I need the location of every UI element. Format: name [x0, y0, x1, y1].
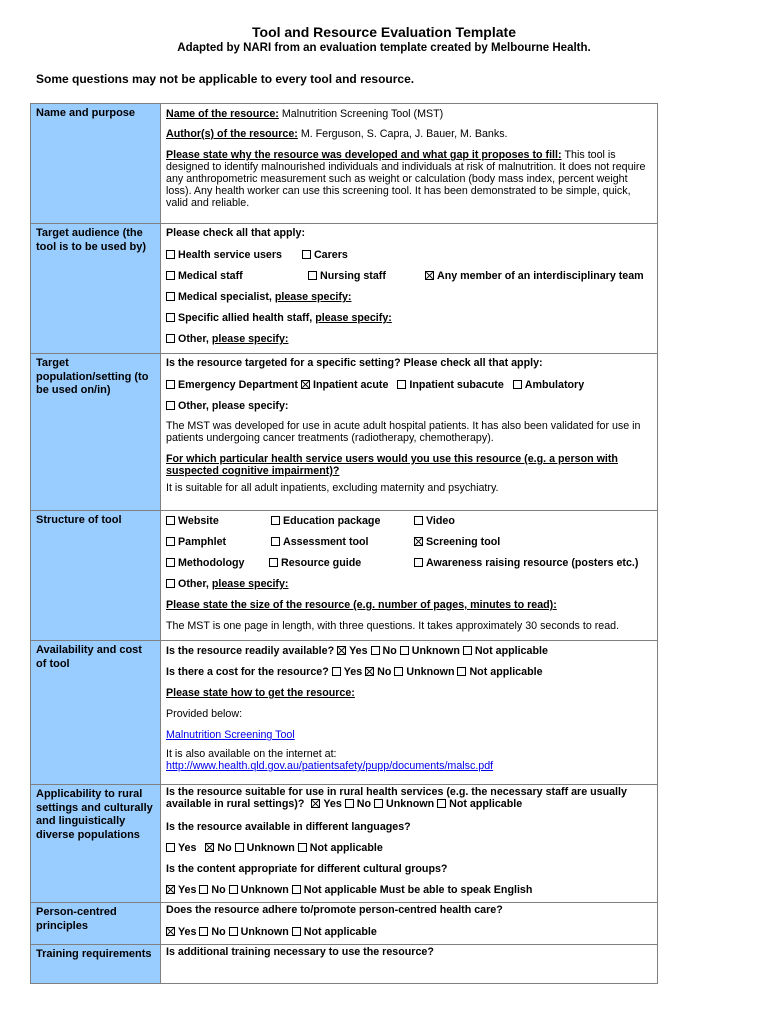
checkbox-awareness[interactable] [414, 558, 423, 567]
purpose-question: Please state why the resource was developed and what gap it proposes to fill: [166, 149, 562, 161]
opt-other-structure: Other, [178, 578, 212, 590]
content-rural [161, 785, 658, 903]
checkbox-allied-health[interactable] [166, 313, 175, 322]
resource-name-question: Name of the resource: [166, 108, 279, 120]
checkbox-assessment[interactable] [271, 537, 280, 546]
available-yes: Yes [349, 645, 368, 657]
label-target-audience: Target audience (the tool is to be used by) [31, 224, 161, 354]
specify-allied-health: please specify: [315, 312, 392, 324]
size-question: Please state the size of the resource (e.g. number of pages, minutes to read): [166, 599, 557, 611]
languages-no: No [217, 842, 232, 854]
pc-na: Not applicable [303, 926, 377, 938]
cost-na: Not applicable [469, 666, 543, 678]
content-person-centred [161, 903, 658, 945]
content-availability [161, 641, 658, 785]
pc-yes: Yes [178, 926, 197, 938]
cultural-no: No [211, 884, 226, 896]
opt-carers: Carers [313, 249, 348, 261]
label-name-purpose: Name and purpose [31, 104, 161, 224]
row-rural [31, 785, 658, 903]
pc-no: No [211, 926, 226, 938]
content-structure [161, 511, 658, 641]
cultural-comment: Must be able to speak English [379, 884, 533, 896]
languages-unknown: Unknown [246, 842, 295, 854]
rural-question-line1: Is the resource suitable for use in rural health services (e.g. the necessary staff are usually [166, 786, 627, 798]
rural-question-line2: available in rural settings)? [166, 798, 305, 810]
checkbox-languages-no[interactable] [205, 843, 214, 852]
checkbox-languages-unknown[interactable] [235, 843, 244, 852]
cultural-na: Not applicable [303, 884, 377, 896]
checkbox-other-setting[interactable] [166, 401, 175, 410]
specify-other-structure: please specify: [211, 578, 289, 590]
content-name-purpose [161, 104, 658, 224]
opt-education: Education package [283, 515, 381, 527]
checkbox-video[interactable] [414, 516, 423, 525]
checkbox-pc-no[interactable] [199, 927, 208, 936]
document-title: Tool and Resource Evaluation Template [252, 24, 516, 40]
checkbox-available-na[interactable] [463, 646, 472, 655]
languages-yes: Yes [178, 842, 197, 854]
checkbox-languages-na[interactable] [298, 843, 307, 852]
opt-assessment: Assessment tool [283, 536, 369, 548]
checkbox-website[interactable] [166, 516, 175, 525]
row-structure [31, 511, 658, 641]
purpose-answer: This tool is designed to identify malnourished individuals and individuals at risk of malnutrition. It does not require any anthropometric measurement such as weight or calculation (body mass index, percent weight loss). Any health worker can use this screening tool. It has been demonstrated to be simple, quick, valid and reliable. [166, 149, 646, 209]
opt-allied-health: Specific allied health staff, [178, 312, 316, 324]
checkbox-other-audience[interactable] [166, 334, 175, 343]
checkbox-emergency[interactable] [166, 380, 175, 389]
checkbox-pamphlet[interactable] [166, 537, 175, 546]
rural-no: No [356, 798, 372, 810]
opt-inpatient-subacute: Inpatient subacute [409, 379, 504, 391]
population-description: The MST was developed for use in acute adult hospital patients. It has also been validated for use in patients undergoing cancer treatments (radiotherapy, chemotherapy). [166, 420, 641, 444]
row-target-population [31, 354, 658, 511]
opt-medical-specialist: Medical specialist, [178, 291, 275, 303]
users-question: For which particular health service users would you use this resource (e.g. a person with suspected cognitive impairment)? [166, 453, 618, 477]
opt-video: Video [426, 515, 455, 527]
provided-below: Provided below: [166, 708, 243, 720]
checkbox-nursing-staff[interactable] [308, 271, 317, 280]
checkbox-rural-yes[interactable] [311, 799, 320, 808]
checkbox-cultural-no[interactable] [199, 885, 208, 894]
label-person-centred: Person-centred principles [31, 903, 161, 945]
opt-inpatient-acute: Inpatient acute [312, 379, 389, 391]
checkbox-available-yes[interactable] [337, 646, 346, 655]
users-answer: It is suitable for all adult inpatients, excluding maternity and psychiatry. [166, 482, 499, 494]
checkbox-languages-yes[interactable] [166, 843, 175, 852]
languages-na: Not applicable [309, 842, 383, 854]
checkbox-pc-na[interactable] [292, 927, 301, 936]
checkbox-resource-guide[interactable] [269, 558, 278, 567]
person-centred-question: Does the resource adhere to/promote person-centred health care? [166, 904, 503, 916]
cost-unknown: Unknown [406, 666, 455, 678]
checkbox-cost-no[interactable] [365, 667, 374, 676]
checkbox-inpatient-subacute[interactable] [397, 380, 406, 389]
training-question: Is additional training necessary to use the resource? [166, 946, 434, 958]
resource-name-answer: Malnutrition Screening Tool (MST) [281, 108, 444, 120]
languages-question: Is the resource available in different languages? [166, 821, 411, 833]
checkbox-cultural-yes[interactable] [166, 885, 175, 894]
cultural-yes: Yes [178, 884, 197, 896]
checkbox-health-service-users[interactable] [166, 250, 175, 259]
label-training: Training requirements [31, 945, 161, 984]
opt-emergency: Emergency Department [178, 379, 298, 391]
opt-other-audience: Other, [178, 333, 212, 345]
checkbox-inpatient-acute[interactable] [301, 380, 310, 389]
available-unknown: Unknown [411, 645, 460, 657]
checkbox-cost-unknown[interactable] [394, 667, 403, 676]
available-no: No [382, 645, 397, 657]
available-question: Is the resource readily available? [166, 645, 335, 657]
opt-resource-guide: Resource guide [281, 557, 362, 569]
authors-question: Author(s) of the resource: [166, 128, 298, 140]
checkbox-available-no[interactable] [371, 646, 380, 655]
cultural-question: Is the content appropriate for different cultural groups? [166, 863, 448, 875]
opt-other-setting: Other, please specify: [178, 400, 289, 412]
row-target-audience [31, 224, 658, 354]
row-availability [31, 641, 658, 785]
cost-no: No [377, 666, 392, 678]
checkbox-other-structure[interactable] [166, 579, 175, 588]
cultural-unknown: Unknown [240, 884, 289, 896]
checkbox-cultural-na[interactable] [292, 885, 301, 894]
checkbox-available-unknown[interactable] [400, 646, 409, 655]
opt-health-service-users: Health service users [178, 249, 282, 261]
cost-yes: Yes [343, 666, 363, 678]
label-target-population: Target population/setting (to be used on/in) [31, 354, 161, 511]
checkbox-education[interactable] [271, 516, 280, 525]
checkbox-methodology[interactable] [166, 558, 175, 567]
checkbox-ambulatory[interactable] [513, 380, 522, 389]
checkbox-cost-yes[interactable] [332, 667, 341, 676]
content-target-audience [161, 224, 658, 354]
opt-ambulatory: Ambulatory [524, 379, 585, 391]
rural-yes: Yes [323, 798, 342, 810]
checkbox-rural-na[interactable] [437, 799, 446, 808]
document-subtitle: Adapted by NARI from an evaluation template created by Melbourne Health. [177, 42, 591, 54]
checkbox-carers[interactable] [302, 250, 311, 259]
row-person-centred [31, 903, 658, 945]
opt-website: Website [178, 515, 219, 527]
checkbox-medical-staff[interactable] [166, 271, 175, 280]
content-target-population [161, 354, 658, 511]
label-structure: Structure of tool [31, 511, 161, 641]
resource-url-link[interactable]: http://www.health.qld.gov.au/patientsafety/pupp/documents/malsc.pdf [166, 760, 494, 772]
opt-medical-staff: Medical staff [178, 270, 243, 282]
size-answer: The MST is one page in length, with three questions. It takes approximately 30 seconds to read. [166, 620, 620, 632]
checkbox-rural-unknown[interactable] [374, 799, 383, 808]
checkbox-screening[interactable] [414, 537, 423, 546]
internet-note: It is also available on the internet at: [166, 748, 337, 760]
opt-screening: Screening tool [426, 536, 501, 548]
row-name-purpose [31, 104, 658, 224]
specify-other-audience: please specify: [211, 333, 289, 345]
row-training [31, 945, 658, 984]
specify-medical-specialist: please specify: [274, 291, 352, 303]
mst-link[interactable]: Malnutrition Screening Tool [166, 729, 295, 741]
opt-pamphlet: Pamphlet [178, 536, 227, 548]
label-rural: Applicability to rural settings and culturally and linguistically diverse populations [31, 785, 161, 903]
checkbox-cost-na[interactable] [457, 667, 466, 676]
checkbox-cultural-unknown[interactable] [229, 885, 238, 894]
applicability-note: Some questions may not be applicable to every tool and resource. [36, 72, 415, 86]
opt-awareness: Awareness raising resource (posters etc.) [426, 557, 639, 569]
authors-answer: M. Ferguson, S. Capra, J. Bauer, M. Banks. [300, 128, 508, 140]
available-na: Not applicable [474, 645, 548, 657]
opt-methodology: Methodology [178, 557, 245, 569]
opt-nursing-staff: Nursing staff [320, 270, 386, 282]
evaluation-table [30, 103, 658, 984]
rural-unknown: Unknown [386, 798, 435, 810]
checkbox-pc-unknown[interactable] [229, 927, 238, 936]
checkbox-rural-no[interactable] [345, 799, 354, 808]
checkbox-medical-specialist[interactable] [166, 292, 175, 301]
rural-na: Not applicable [449, 798, 523, 810]
checkbox-pc-yes[interactable] [166, 927, 175, 936]
cost-question: Is there a cost for the resource? [166, 666, 329, 678]
audience-instruction: Please check all that apply: [166, 227, 306, 239]
how-question: Please state how to get the resource: [166, 687, 355, 699]
setting-question: Is the resource targeted for a specific setting? Please check all that apply: [166, 357, 543, 369]
content-training [161, 945, 658, 984]
opt-any-member: Any member of an interdisciplinary team [437, 270, 644, 282]
label-availability: Availability and cost of tool [31, 641, 161, 785]
pc-unknown: Unknown [240, 926, 289, 938]
checkbox-any-member[interactable] [425, 271, 434, 280]
